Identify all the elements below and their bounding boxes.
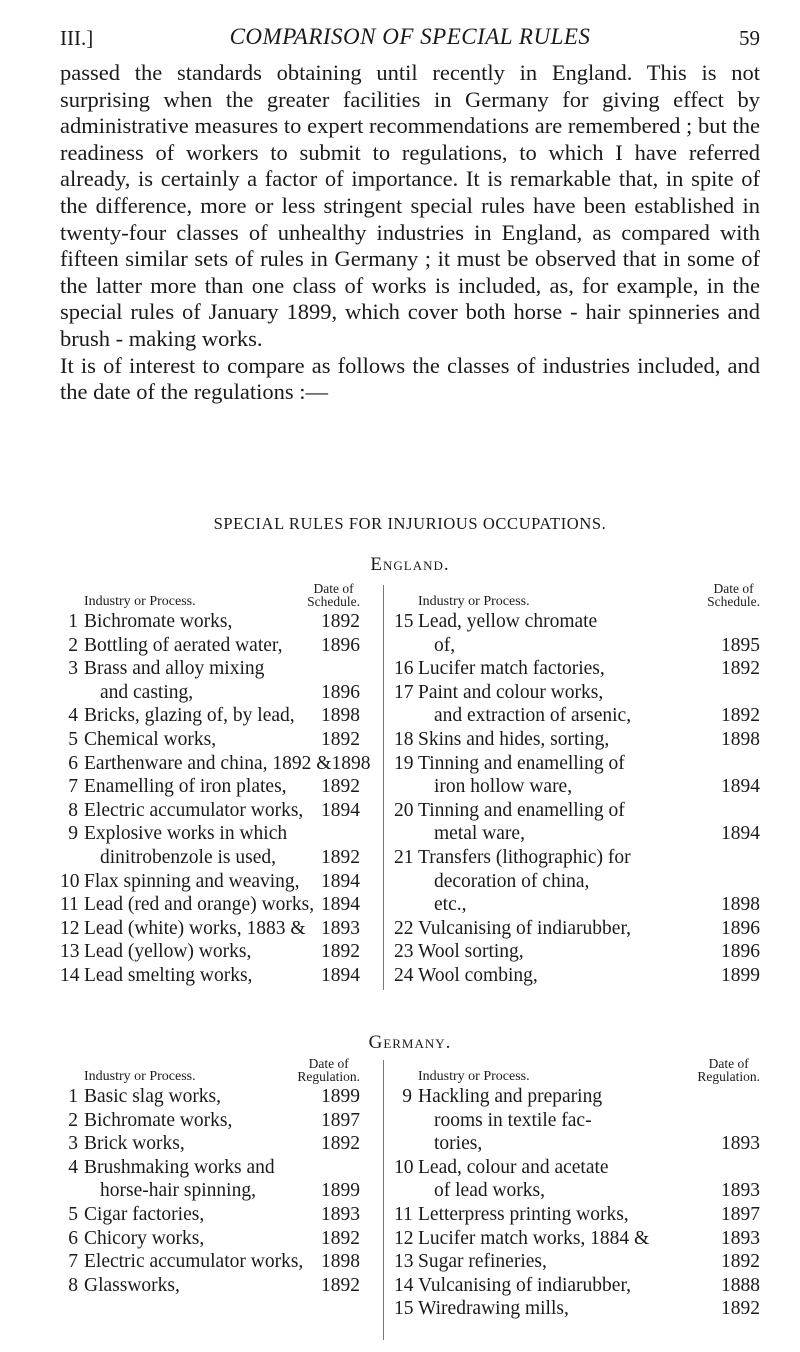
row-number: 10 [394,1156,414,1178]
table-row [394,752,760,799]
industry-name: rooms in textile fac- [434,1109,592,1131]
table-row [394,1297,760,1321]
table-header [60,1055,360,1085]
industry-name: Basic slag works, [84,1086,222,1107]
table-row [60,822,360,869]
date-cell: 1892 [321,611,360,632]
industry-column-header: Industry or Process. [84,594,196,609]
industry-name: etc., [434,894,467,916]
england-table-right [394,580,760,988]
leader-dots [631,917,721,941]
industry-name: Brushmaking works and [84,1156,275,1178]
row-number: 7 [68,776,78,798]
germany-heading: Germany. [368,1032,452,1053]
leader-dots [232,1109,321,1133]
table-row [394,1227,760,1251]
row-number: 22 [394,917,414,939]
leader-dots [276,846,321,870]
date-cell: 1893 [321,1203,360,1225]
germany-table-left [60,1055,360,1297]
date-cell: 1897 [321,1109,360,1131]
industry-name: Wool combing, [418,964,538,986]
industry-name: dinitrobenzole is used, [100,846,277,868]
leader-dots [631,704,721,728]
industry-name: Lead smelting works, [84,964,253,986]
running-title: COMPARISON OF SPECIAL RULES [229,24,591,49]
table-row [394,917,760,941]
leader-dots [631,1274,721,1298]
date-cell: 1892 [721,705,760,727]
row-number: 19 [394,752,414,774]
industry-name: Electric accumulator works, [84,799,304,821]
date-cell: 1894 [321,964,360,986]
date-column-header: Date of Schedule. [307,581,360,609]
leader-dots [547,1250,721,1274]
leader-dots [204,1203,321,1227]
england-table-left [60,580,371,988]
table-row [394,964,760,988]
table-row [60,964,360,988]
industry-name: Vulcanising of indiarubber, [418,917,632,939]
industry-name: Bichromate works, [84,1109,233,1131]
date-cell: 1893 [721,1180,760,1202]
row-number: 1 [68,1086,78,1107]
date-cell: 1896 [321,634,360,656]
table-row [60,1156,360,1203]
row-number: 14 [394,1274,414,1296]
paragraph: It is of interest to compare as follows the classes of industries included, and the date of the regulations :— [60,352,760,405]
leader-dots [251,940,321,964]
england-heading: England. [370,554,450,575]
table-row [394,799,760,846]
date-cell: 1894 [721,776,760,798]
row-number: 11 [60,894,79,916]
date-cell: 1888 [721,1274,760,1296]
table-row [394,610,760,657]
table-row [60,1109,360,1133]
row-number: 23 [394,941,414,963]
row-number: 15 [394,611,414,632]
industry-name: Lead, yellow chromate [418,611,598,632]
row-number: 10 [60,870,80,892]
industry-name: metal ware, [434,823,525,845]
leader-dots [180,1274,321,1298]
row-number: 7 [68,1251,78,1273]
table-row [60,634,360,658]
leader-dots [216,728,321,752]
row-number: 9 [402,1086,412,1107]
table-row [60,1132,360,1156]
table-row [394,681,760,728]
leader-dots [482,1132,721,1156]
leader-dots [185,1132,321,1156]
industry-name: Electric accumulator works, [84,1251,304,1273]
industry-name: Bricks, glazing of, by lead, [84,705,295,727]
table-row [60,893,360,917]
row-number: 11 [394,1203,413,1225]
leader-dots [303,1250,321,1274]
industry-name: Lead (red and orange) works, [84,894,315,916]
table-row [60,917,360,941]
industry-name: tories, [434,1133,483,1155]
date-cell: 1896 [721,917,760,939]
industry-name: Chemical works, [84,728,217,750]
table-row [60,1274,360,1298]
paragraph: passed the standards obtaining until recently in England. This is not surprising when the greater facilities in Germany for giving effect by administrative measures to expert recommendations are remembered ; but the readiness of workers to submit to regulations, to which I have referred already, is certainly a factor of importance. It is remarkable that, in spite of the difference, more or less stringent special rules have been established in twenty-four classes of unhealthy industries in England, as compared with fifteen similar sets of rules in Germany ; it must be observed that in some of the latter more than one class of works is included, as, for example, in the special rules of January 1899, which cover both horse - hair spinneries and brush - making works. [60,60,760,351]
column-divider [383,1060,384,1340]
industry-name: of lead works, [434,1180,546,1202]
leader-dots [300,870,321,894]
leader-dots [569,1297,721,1321]
date-cell: 1899 [321,1086,360,1107]
row-number: 3 [68,658,78,680]
industry-name: Earthenware and china, 1892 & [84,752,332,774]
industry-name: Wiredrawing mills, [418,1298,569,1320]
table-row [394,1274,760,1298]
leader-dots [525,822,721,846]
table-row [394,1250,760,1274]
row-number: 6 [68,1227,78,1249]
date-cell: 1892 [321,776,360,798]
industry-name: Lucifer match works, 1884 & [418,1227,650,1249]
industry-name: Hackling and preparing [418,1086,603,1107]
industry-name: Paint and colour works, [418,681,604,703]
leader-dots [221,1085,321,1109]
table-row [60,1250,360,1274]
industry-name: Bichromate works, [84,611,233,632]
date-cell: 1898 [321,1251,360,1273]
industry-name: Sugar refineries, [418,1251,547,1273]
date-cell: 1899 [721,964,760,986]
leader-dots [538,964,721,988]
date-cell: 1892 [321,941,360,963]
leader-dots [303,799,321,823]
industry-name: Transfers (lithographic) for [418,846,631,868]
industry-name: Enamelling of iron plates, [84,776,287,798]
industry-name: iron hollow ware, [434,776,573,798]
row-number: 1 [68,611,78,632]
table-row [60,775,360,799]
industry-name: Tinning and enamelling of [418,799,625,821]
industry-name: horse-hair spinning, [100,1180,256,1202]
industry-name: Lucifer match factories, [418,658,605,680]
date-cell: 1894 [321,870,360,892]
table-row [60,704,360,728]
industry-name: Skins and hides, sorting, [418,728,610,750]
date-cell: 1892 [721,658,760,680]
row-number: 9 [68,823,78,845]
row-number: 3 [68,1133,78,1155]
leader-dots [629,1203,721,1227]
table-row [60,870,360,894]
row-number: 12 [60,917,80,939]
date-cell: 1894 [321,894,360,916]
leader-dots [466,893,721,917]
industry-name: Flax spinning and weaving, [84,870,300,892]
date-cell: 1897 [721,1203,760,1225]
leader-dots [282,634,321,658]
row-number: 13 [394,1251,414,1273]
industry-column-header: Industry or Process. [84,1069,196,1084]
leader-dots [524,940,721,964]
industry-name: and extraction of arsenic, [434,705,632,727]
leader-dots [455,634,721,658]
date-cell: 1895 [721,634,760,656]
date-column-header: Date of Regulation. [697,1056,760,1084]
row-number: 6 [68,752,78,774]
row-number: 2 [68,1109,78,1131]
table-row [394,728,760,752]
row-number: 18 [394,728,414,750]
row-number: 16 [394,658,414,680]
table-row [60,799,360,823]
table-row [394,1156,760,1203]
row-number: 20 [394,799,414,821]
industry-name: Brick works, [84,1133,185,1155]
date-cell: 1898 [721,728,760,750]
date-cell: 1892 [721,1298,760,1320]
date-cell: 1898 [321,705,360,727]
row-number: 5 [68,728,78,750]
row-number: 12 [394,1227,414,1249]
industry-name: Brass and alloy mixing [84,658,265,680]
table-row [394,1085,760,1156]
industry-name: Glassworks, [84,1274,180,1296]
table-row [60,657,360,704]
row-number: 13 [60,941,80,963]
leader-dots [649,1227,721,1251]
date-cell: 1892 [321,1274,360,1296]
industry-name: of, [434,634,456,656]
table-header [394,1055,760,1085]
date-cell: 1898 [721,894,760,916]
industry-name: decoration of china, [434,870,590,892]
industry-name: Chicory works, [84,1227,205,1249]
industry-name: Wool sorting, [418,941,524,963]
leader-dots [287,775,321,799]
row-number: 24 [394,964,414,986]
industry-name: Tinning and enamelling of [418,752,625,774]
row-number: 17 [394,681,414,703]
table-row [60,752,371,776]
date-cell: 1893 [721,1227,760,1249]
industry-column-header: Industry or Process. [418,594,530,609]
date-cell: 1893 [721,1133,760,1155]
industry-name: Cigar factories, [84,1203,205,1225]
table-row [394,846,760,917]
date-cell: 1899 [321,1180,360,1202]
row-number: 8 [68,799,78,821]
page-number: 59 [739,26,760,50]
leader-dots [204,1227,321,1251]
leader-dots [609,728,721,752]
date-cell: 1893 [321,917,360,939]
running-header [60,18,760,58]
date-cell: 1898 [331,752,371,774]
date-cell: 1894 [321,799,360,821]
leader-dots [193,681,321,705]
table-row [60,1227,360,1251]
column-divider [383,585,384,990]
date-column-header: Date of Regulation. [297,1056,360,1084]
industry-name: Lead (white) works, 1883 & [84,917,306,939]
industry-column-header: Industry or Process. [418,1069,530,1084]
leader-dots [232,610,321,634]
section-number: III.] [60,26,94,50]
row-number: 5 [68,1203,78,1225]
industry-name: Letterpress printing works, [418,1203,629,1225]
leader-dots [306,917,322,941]
date-cell: 1892 [321,1133,360,1155]
table-row [394,657,760,681]
table-row [394,1203,760,1227]
date-cell: 1892 [321,1227,360,1249]
row-number: 4 [68,705,78,727]
leader-dots [545,1179,721,1203]
row-number: 8 [68,1274,78,1296]
table-row [60,940,360,964]
table-row [60,728,360,752]
date-cell: 1896 [321,681,360,703]
germany-table-right [394,1055,760,1321]
industry-name: Bottling of aerated water, [84,634,283,656]
industry-name: Lead, colour and acetate [418,1156,609,1178]
table-header [60,580,360,610]
leader-dots [256,1179,321,1203]
date-cell: 1892 [321,728,360,750]
leader-dots [605,657,721,681]
leader-dots [252,964,321,988]
date-cell: 1892 [321,846,360,868]
table-title: SPECIAL RULES FOR INJURIOUS OCCUPATIONS. [213,514,607,533]
date-cell: 1894 [721,823,760,845]
body-text [60,60,760,406]
leader-dots [295,704,321,728]
row-number: 15 [394,1298,414,1320]
row-number: 14 [60,964,80,986]
row-number: 2 [68,634,78,656]
row-number: 4 [68,1156,78,1178]
leader-dots [572,775,721,799]
industry-name: and casting, [100,681,194,703]
leader-dots [314,893,321,917]
industry-name: Explosive works in which [84,823,288,845]
table-header [394,580,760,610]
date-cell: 1896 [721,941,760,963]
table-row [394,940,760,964]
industry-name: Lead (yellow) works, [84,941,252,963]
industry-name: Vulcanising of indiarubber, [418,1274,632,1296]
date-column-header: Date of Schedule. [707,581,760,609]
date-cell: 1892 [721,1251,760,1273]
table-row [60,610,360,634]
table-row [60,1085,360,1109]
row-number: 21 [394,846,414,868]
table-row [60,1203,360,1227]
